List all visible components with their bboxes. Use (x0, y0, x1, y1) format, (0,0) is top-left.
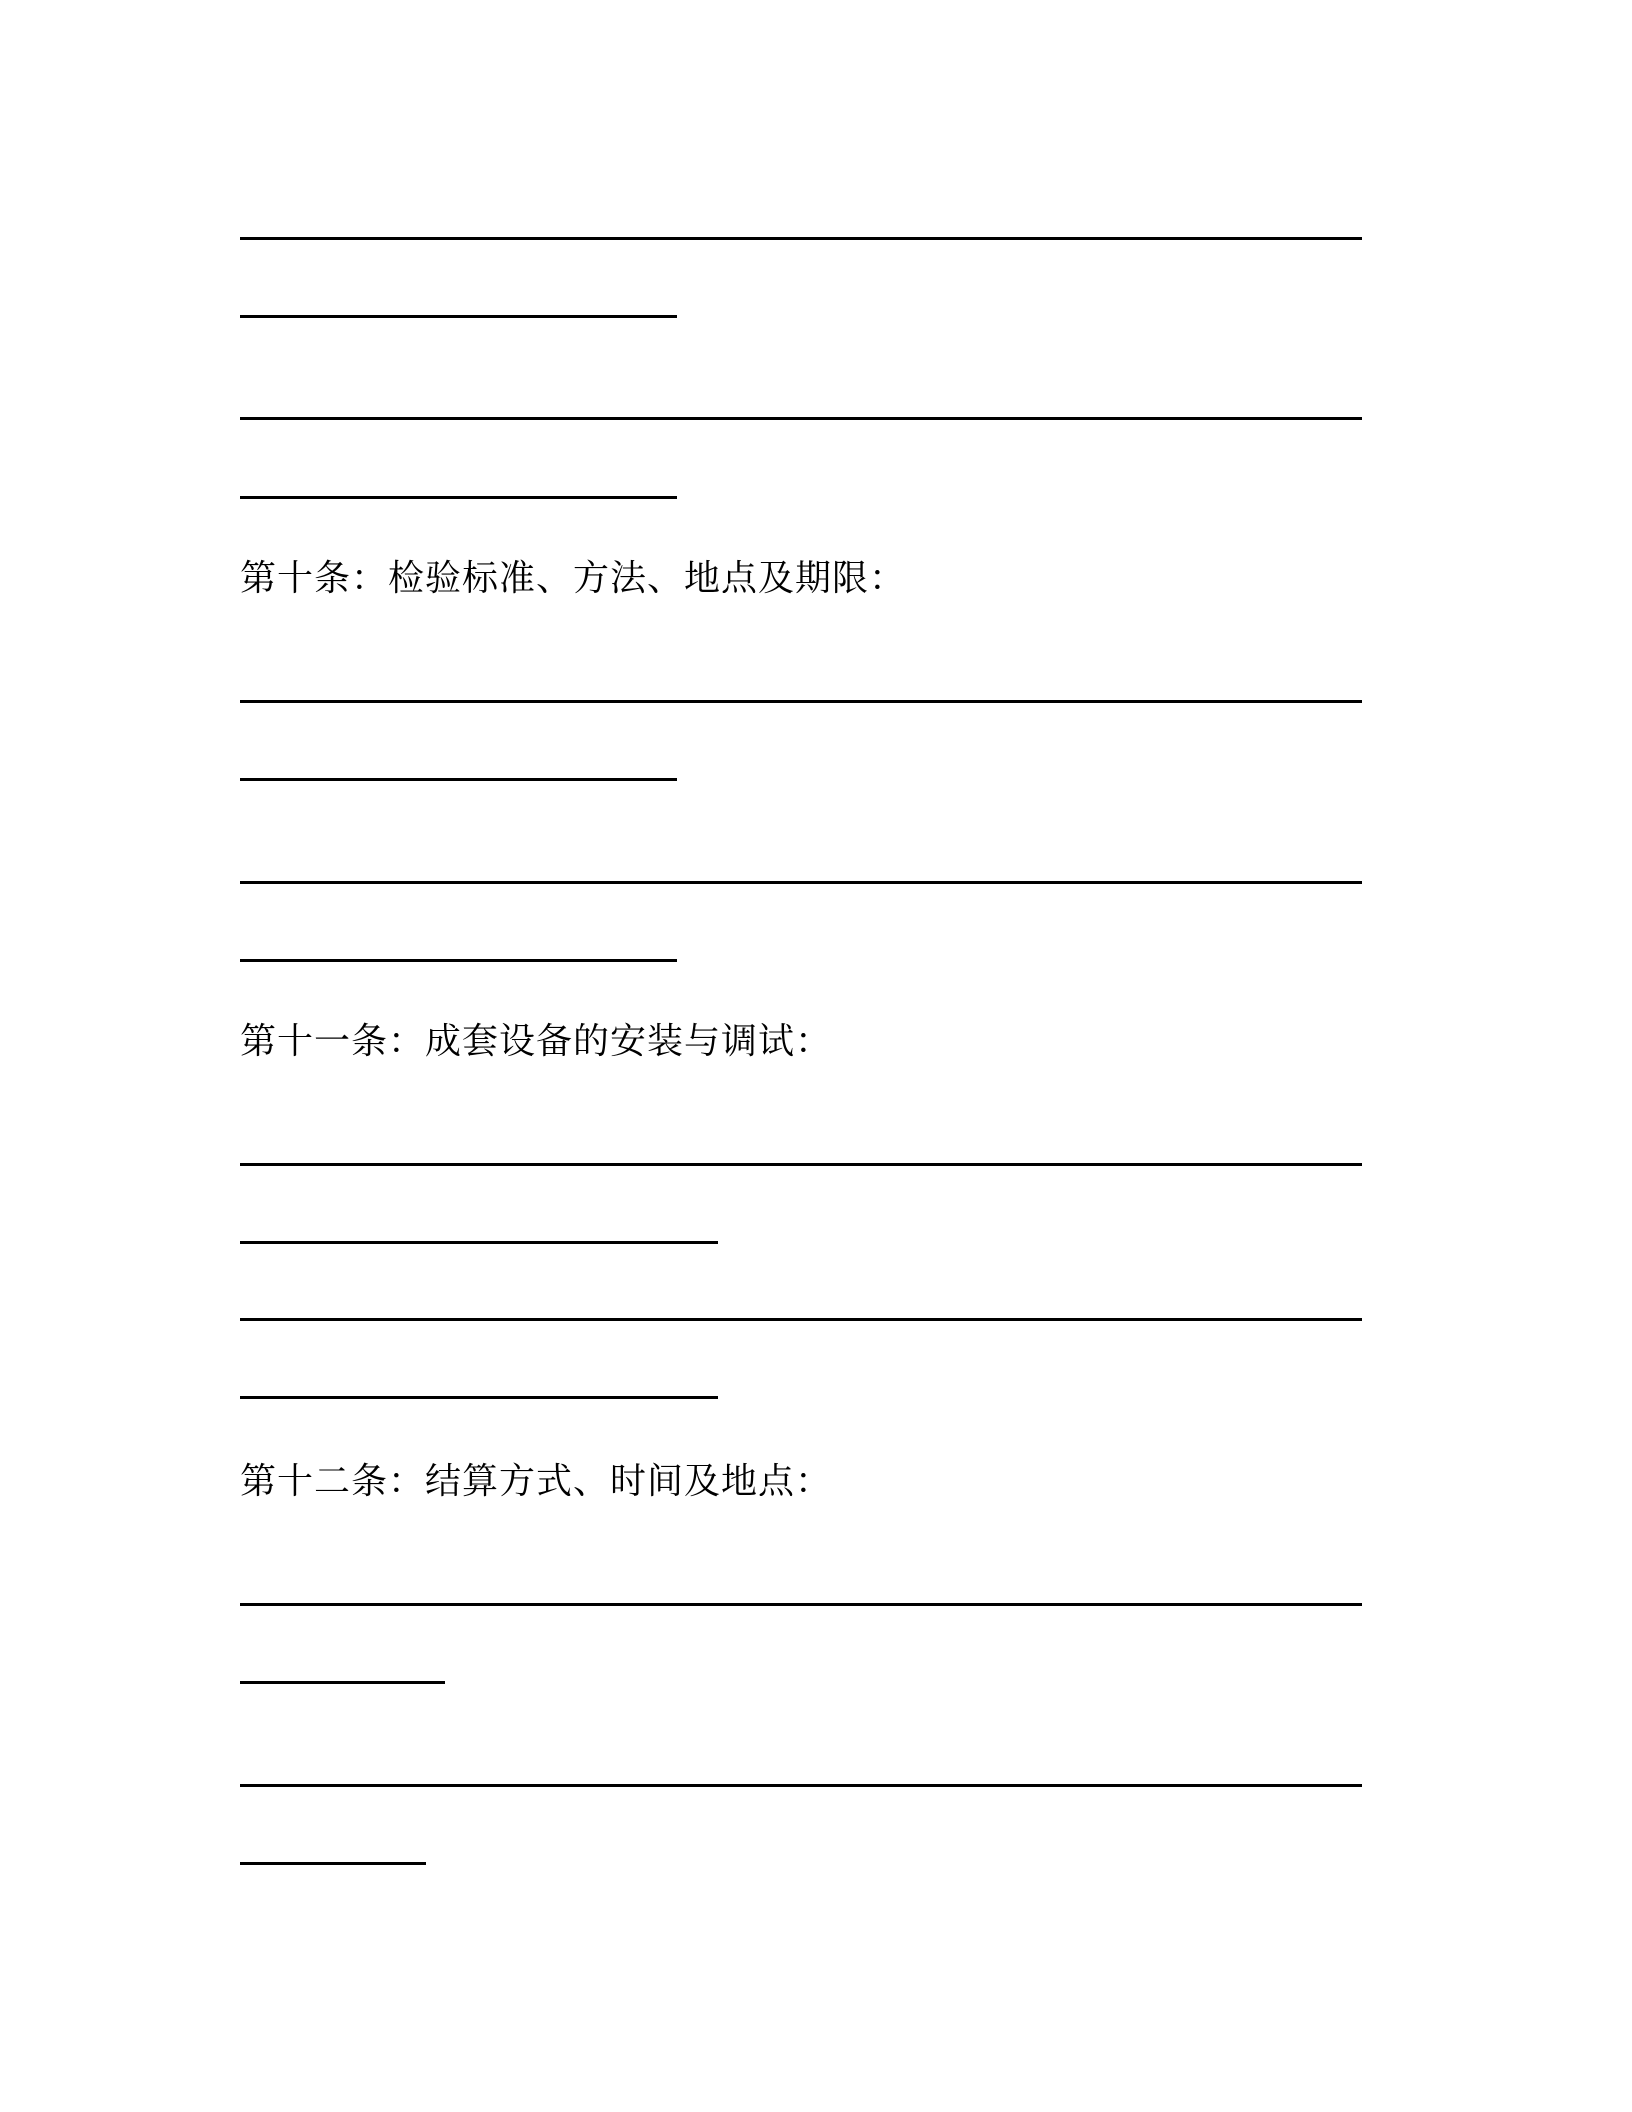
fill-in-blank-line (240, 700, 1362, 703)
article-11-heading: 第十一条：成套设备的安装与调试： (240, 1021, 833, 1062)
fill-in-blank-line (240, 496, 677, 499)
fill-in-blank-line (240, 1784, 1362, 1787)
fill-in-blank-line (240, 417, 1362, 420)
article-12-heading: 第十二条：结算方式、时间及地点： (240, 1461, 833, 1502)
fill-in-blank-line (240, 1163, 1362, 1166)
fill-in-blank-line (240, 778, 677, 781)
fill-in-blank-line (240, 1241, 718, 1244)
fill-in-blank-line (240, 237, 1362, 240)
fill-in-blank-line (240, 1318, 1362, 1321)
article-10-heading: 第十条：检验标准、方法、地点及期限： (240, 558, 907, 599)
fill-in-blank-line (240, 959, 677, 962)
fill-in-blank-line (240, 315, 677, 318)
fill-in-blank-line (240, 881, 1362, 884)
fill-in-blank-line (240, 1396, 718, 1399)
fill-in-blank-line (240, 1862, 426, 1865)
fill-in-blank-line (240, 1603, 1362, 1606)
fill-in-blank-line (240, 1681, 445, 1684)
